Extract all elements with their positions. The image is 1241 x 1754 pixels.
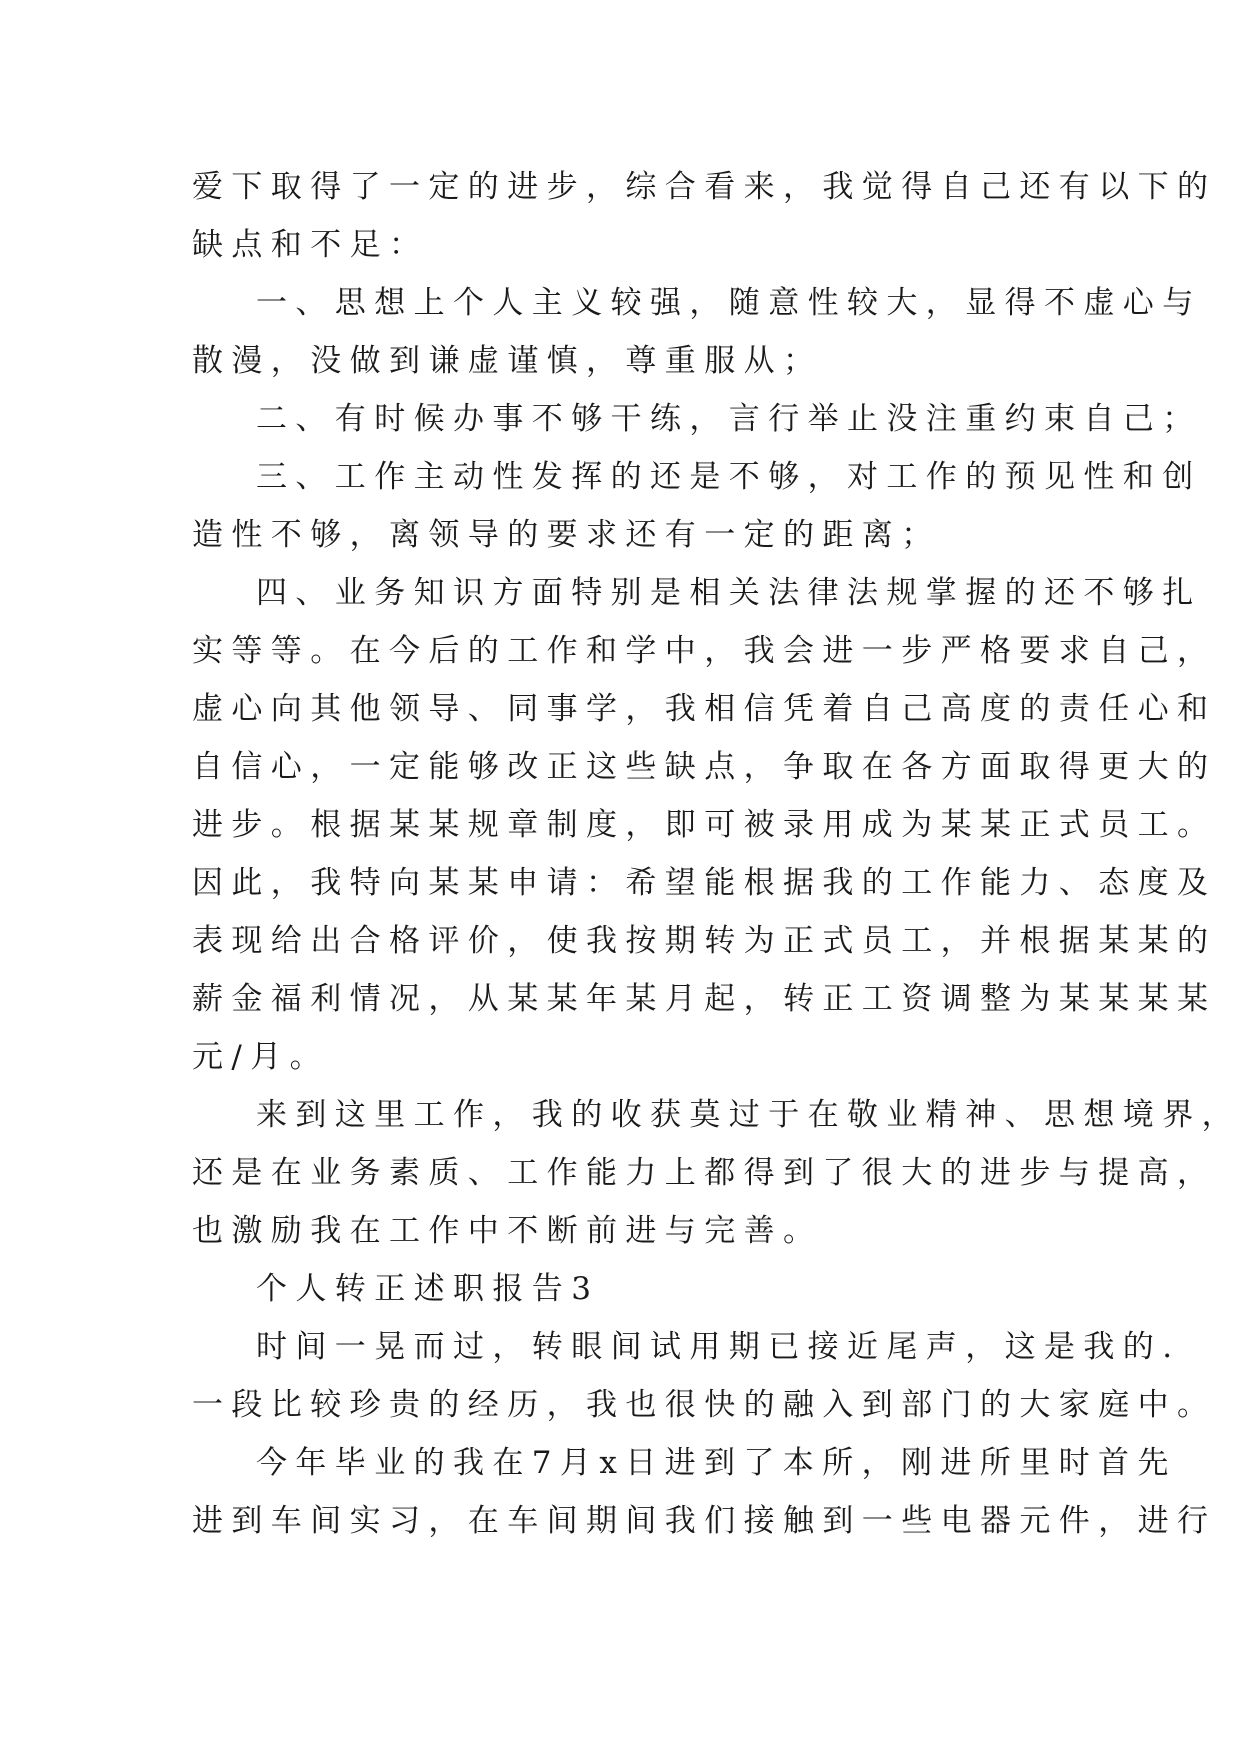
text-line: 进步。根据某某规章制度，即可被录用成为某某正式员工。: [192, 807, 1217, 843]
text-line: 个人转正述职报告3: [256, 1271, 600, 1307]
text-line: 因此，我特向某某申请：希望能根据我的工作能力、态度及: [192, 865, 1217, 901]
text-line: 元/月。: [192, 1039, 330, 1075]
text-line: 三、工作主动性发挥的还是不够，对工作的预见性和创: [256, 459, 1202, 495]
text-line: 来到这里工作，我的收获莫过于在敬业精神、思想境界，: [256, 1097, 1241, 1133]
text-line: 一段比较珍贵的经历，我也很快的融入到部门的大家庭中。: [192, 1387, 1217, 1423]
text-line: 实等等。在今后的工作和学中，我会进一步严格要求自己，: [192, 633, 1217, 669]
text-line: 时间一晃而过，转眼间试用期已接近尾声，这是我的.: [256, 1329, 1181, 1365]
text-line: 虚心向其他领导、同事学，我相信凭着自己高度的责任心和: [192, 691, 1217, 727]
text-line: 进到车间实习，在车间期间我们接触到一些电器元件，进行: [192, 1503, 1217, 1539]
text-line: 爱下取得了一定的进步，综合看来，我觉得自己还有以下的: [192, 169, 1217, 205]
text-line: 薪金福利情况，从某某年某月起，转正工资调整为某某某某: [192, 981, 1217, 1017]
text-line: 还是在业务素质、工作能力上都得到了很大的进步与提高，: [192, 1155, 1217, 1191]
text-line: 造性不够，离领导的要求还有一定的距离；: [192, 517, 941, 553]
text-line: 也激励我在工作中不断前进与完善。: [192, 1213, 823, 1249]
text-line: 今年毕业的我在7月x日进到了本所，刚进所里时首先: [256, 1445, 1177, 1481]
document-body: [192, 158, 1241, 1550]
text-line: 缺点和不足：: [192, 227, 429, 263]
text-line: 自信心，一定能够改正这些缺点，争取在各方面取得更大的: [192, 749, 1217, 785]
text-line: 表现给出合格评价，使我按期转为正式员工，并根据某某的: [192, 923, 1217, 959]
text-line: 散漫，没做到谦虚谨慎，尊重服从；: [192, 343, 823, 379]
text-line: 一、思想上个人主义较强，随意性较大，显得不虚心与: [256, 285, 1202, 321]
text-line: 二、有时候办事不够干练，言行举止没注重约束自己；: [256, 401, 1202, 437]
text-line: 四、业务知识方面特别是相关法律法规掌握的还不够扎: [256, 575, 1202, 611]
